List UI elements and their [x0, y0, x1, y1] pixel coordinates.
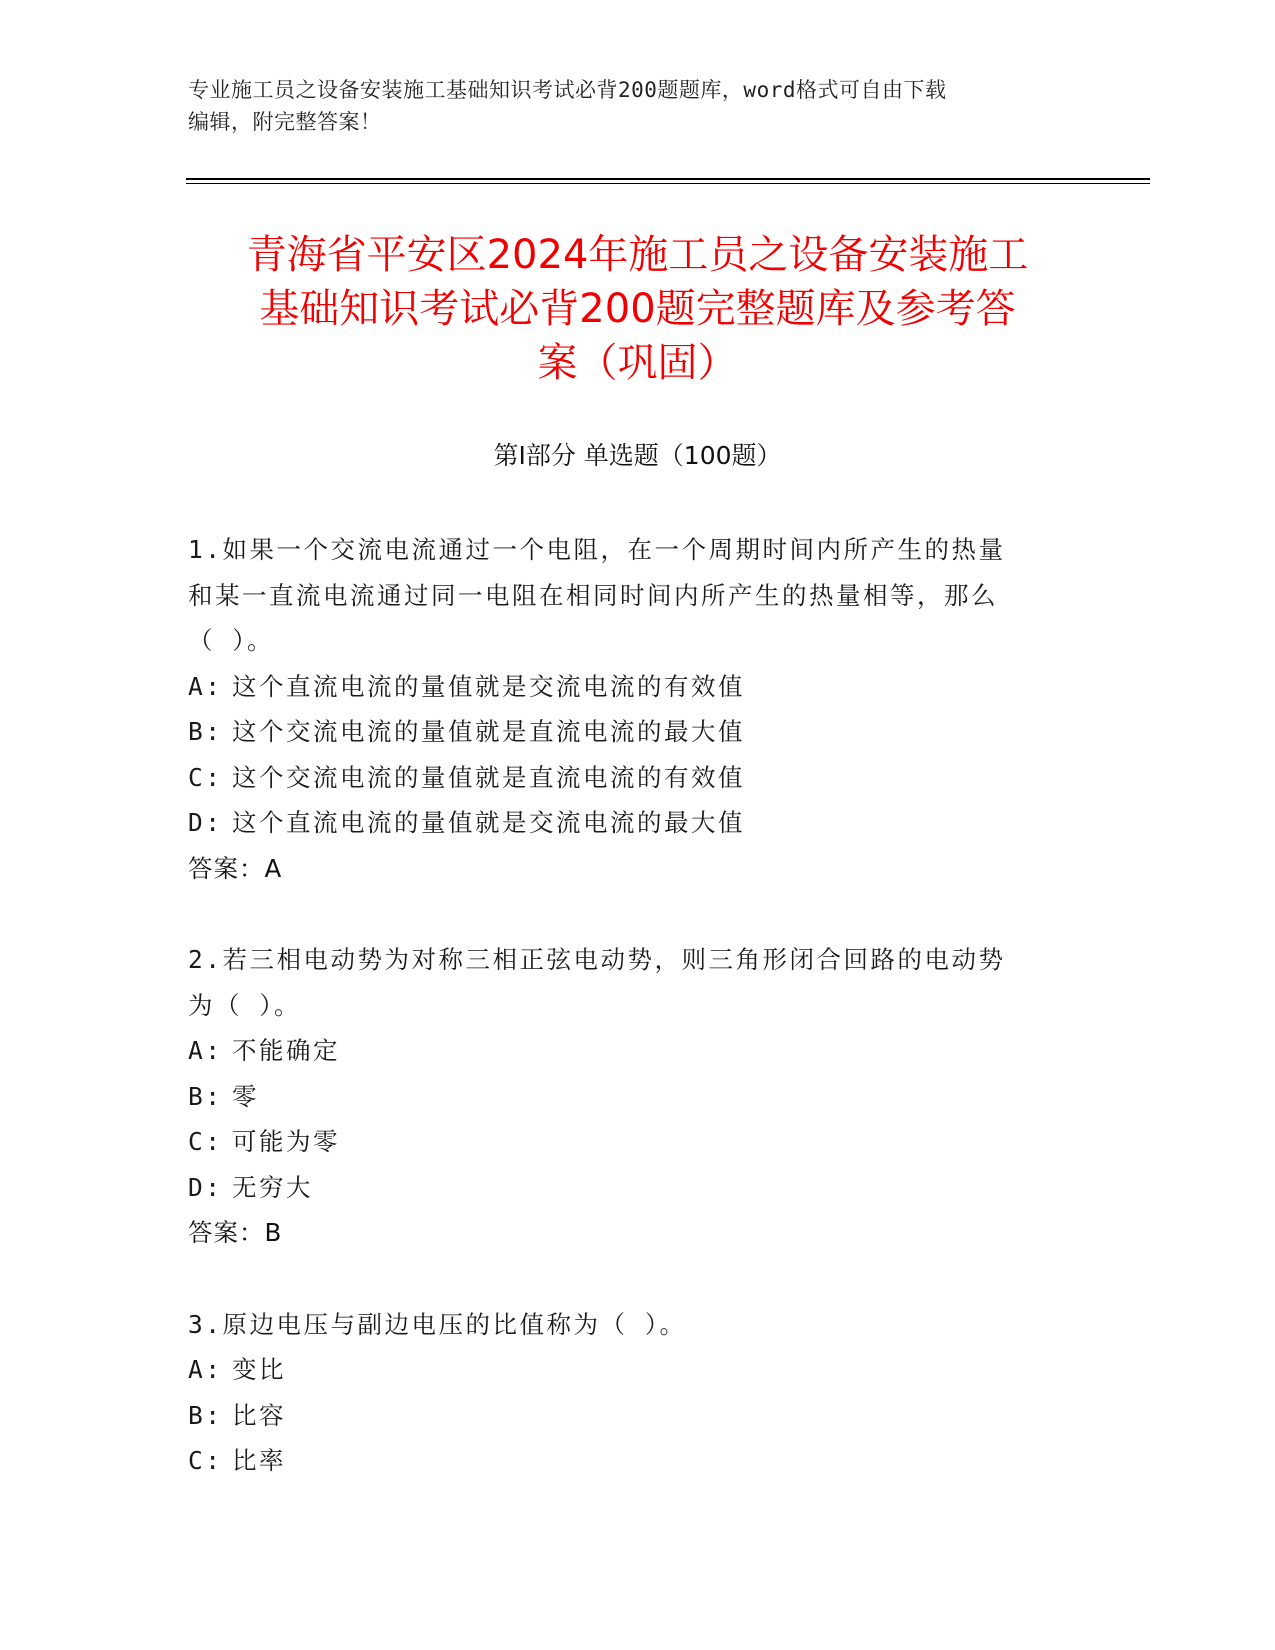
header-divider-thin	[186, 183, 1150, 184]
section-heading: 第Ⅰ部分 单选题（100题）	[493, 441, 782, 470]
option-letter: B:	[188, 717, 223, 746]
question-stem-line: 2.若三相电动势为对称三相正弦电动势，则三角形闭合回路的电动势	[188, 945, 1006, 974]
option-text: 不能确定	[232, 1036, 340, 1065]
document-title-line-3: 案（巩固）	[537, 340, 738, 386]
option-a	[188, 664, 1088, 710]
option-letter: A:	[188, 1355, 223, 1384]
option-letter: D:	[188, 1172, 223, 1202]
question-1	[188, 527, 1088, 891]
option-text: 可能为零	[232, 1127, 340, 1156]
option-letter: A:	[188, 671, 223, 701]
answer-line: 答案：A	[188, 853, 283, 883]
option-b	[188, 1393, 1088, 1439]
option-a	[188, 1028, 1088, 1074]
option-letter: B:	[188, 1400, 223, 1430]
option-text: 无穷大	[232, 1172, 313, 1202]
option-c	[188, 755, 1088, 801]
option-letter: C:	[188, 1446, 223, 1475]
question-3	[188, 1302, 1088, 1484]
option-letter: D:	[188, 808, 223, 837]
option-c	[188, 1438, 1088, 1484]
option-d	[188, 800, 1088, 846]
option-text: 这个交流电流的量值就是直流电流的最大值	[232, 717, 745, 746]
question-stem-line: 为（ ）。	[188, 990, 301, 1020]
option-d	[188, 1165, 1088, 1211]
option-a	[188, 1347, 1088, 1393]
option-text: 比容	[232, 1400, 286, 1430]
option-c	[188, 1119, 1088, 1165]
answer-line: 答案：B	[188, 1218, 283, 1247]
header-note-line-2: 编辑，附完整答案！	[188, 110, 382, 134]
option-letter: A:	[188, 1036, 223, 1065]
header-divider-thick	[186, 178, 1150, 180]
option-text: 这个直流电流的量值就是交流电流的有效值	[232, 671, 745, 701]
option-text: 比率	[232, 1446, 286, 1475]
document-title-line-2: 基础知识考试必背200题完整题库及参考答	[259, 286, 1016, 332]
option-text: 零	[232, 1081, 259, 1111]
question-stem-line: 和某一直流电流通过同一电阻在相同时间内所产生的热量相等，那么	[188, 580, 998, 610]
question-stem-line: 3.原边电压与副边电压的比值称为（ ）。	[188, 1309, 687, 1339]
option-text: 这个交流电流的量值就是直流电流的有效值	[232, 762, 745, 792]
question-2	[188, 937, 1088, 1256]
option-b	[188, 709, 1088, 755]
option-letter: C:	[188, 1127, 223, 1156]
question-list	[188, 527, 1088, 1530]
question-stem-line: （ ）。	[188, 626, 274, 655]
header-note	[188, 74, 1088, 138]
document-title-line-1: 青海省平安区2024年施工员之设备安装施工	[246, 232, 1029, 278]
header-note-line-1: 专业施工员之设备安装施工基础知识考试必背200题题库，word格式可自由下载	[188, 78, 947, 102]
option-text: 这个直流电流的量值就是交流电流的最大值	[232, 808, 745, 837]
question-stem-line: 1.如果一个交流电流通过一个电阻，在一个周期时间内所产生的热量	[188, 535, 1006, 564]
option-letter: C:	[188, 762, 223, 792]
document-title	[150, 228, 1125, 390]
option-letter: B:	[188, 1081, 223, 1111]
option-b	[188, 1074, 1088, 1120]
option-text: 变比	[232, 1355, 286, 1384]
